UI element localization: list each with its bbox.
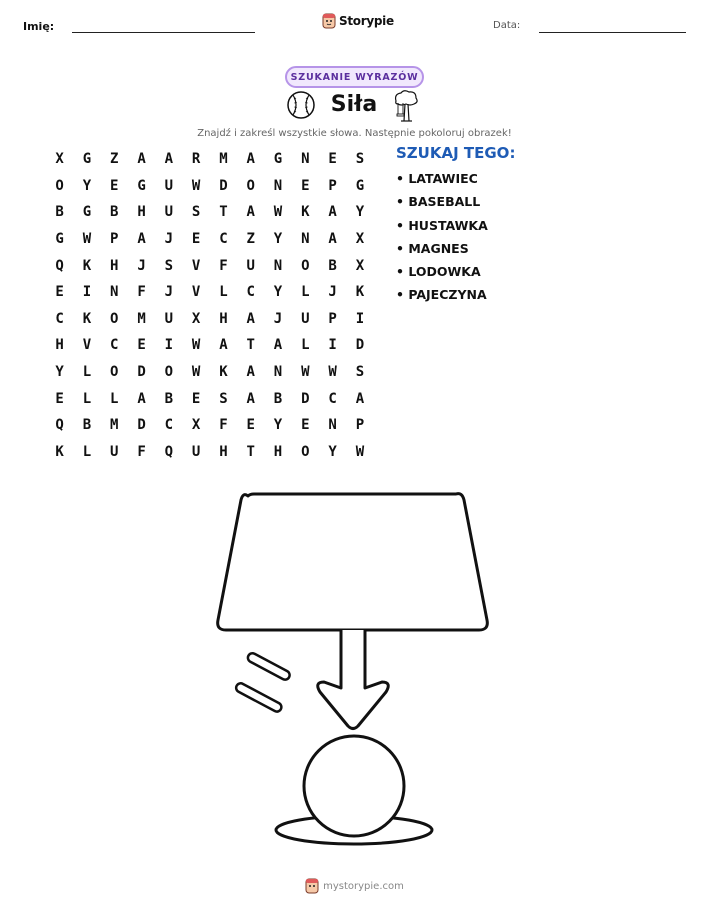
grid-letter[interactable]: I [82, 284, 92, 301]
grid-letter[interactable]: Y [355, 204, 365, 221]
grid-row [46, 173, 374, 200]
grid-row [46, 332, 374, 359]
grid-letter[interactable]: L [82, 364, 92, 381]
grid-letter[interactable]: K [82, 257, 92, 274]
grid-letter[interactable]: F [137, 284, 146, 301]
grid-letter[interactable]: D [355, 337, 365, 354]
grid-letter[interactable]: K [82, 310, 92, 327]
grid-letter[interactable]: N [328, 417, 337, 434]
grid-letter[interactable]: Q [55, 417, 64, 434]
grid-letter[interactable]: J [328, 284, 337, 301]
grid-letter[interactable]: A [137, 390, 146, 407]
grid-letter[interactable]: B [110, 204, 119, 221]
grid-letter[interactable]: W [191, 177, 201, 194]
grid-letter[interactable]: W [355, 443, 365, 460]
grid-row [46, 306, 374, 333]
grid-letter[interactable]: U [191, 443, 201, 460]
grid-letter[interactable]: F [219, 257, 228, 274]
grid-letter[interactable]: Y [273, 284, 283, 301]
grid-letter[interactable]: Y [82, 177, 92, 194]
pie-mascot-icon [322, 13, 336, 29]
grid-letter[interactable]: N [110, 284, 119, 301]
grid-letter[interactable]: G [55, 231, 64, 248]
grid-letter[interactable]: D [219, 177, 228, 194]
grid-letter[interactable]: X [55, 151, 64, 168]
grid-letter[interactable]: I [328, 337, 337, 354]
grid-letter[interactable]: A [219, 337, 228, 354]
magnet-pulling-ball-coloring-icon [210, 488, 510, 848]
grid-letter[interactable]: A [137, 151, 146, 168]
grid-letter[interactable]: A [355, 390, 365, 407]
grid-letter[interactable]: U [301, 310, 310, 327]
grid-letter[interactable]: S [191, 204, 201, 221]
grid-letter[interactable]: A [164, 151, 174, 168]
grid-letter[interactable]: T [219, 204, 228, 221]
word-list [396, 144, 515, 311]
grid-letter[interactable]: K [301, 204, 310, 221]
brand-name: Storypie [339, 14, 394, 28]
grid-letter[interactable]: O [164, 364, 174, 381]
grid-letter[interactable]: S [355, 364, 365, 381]
name-field-line[interactable] [72, 32, 255, 33]
grid-letter[interactable]: T [246, 337, 255, 354]
grid-letter[interactable]: U [164, 204, 174, 221]
grid-letter[interactable]: W [191, 337, 201, 354]
footer-url[interactable]: mystorypie.com [323, 880, 404, 892]
grid-letter[interactable]: L [301, 337, 310, 354]
grid-letter[interactable]: W [82, 231, 92, 248]
grid-letter[interactable]: L [301, 284, 310, 301]
grid-row [46, 252, 374, 279]
grid-row [46, 359, 374, 386]
grid-row [46, 146, 374, 173]
grid-letter[interactable]: A [246, 390, 255, 407]
grid-letter[interactable]: X [355, 231, 365, 248]
grid-letter[interactable]: Y [273, 231, 283, 248]
grid-letter[interactable]: V [191, 257, 201, 274]
grid-letter[interactable]: G [82, 151, 92, 168]
grid-letter[interactable]: H [219, 443, 228, 460]
grid-letter[interactable]: E [55, 390, 64, 407]
grid-letter[interactable]: C [55, 310, 64, 327]
grid-letter[interactable]: L [82, 443, 92, 460]
grid-letter[interactable]: U [110, 443, 119, 460]
grid-letter[interactable]: U [246, 257, 255, 274]
grid-letter[interactable]: Y [55, 364, 64, 381]
grid-letter[interactable]: O [301, 443, 310, 460]
grid-letter[interactable]: B [55, 204, 64, 221]
grid-letter[interactable]: E [328, 151, 337, 168]
grid-letter[interactable]: E [191, 390, 201, 407]
grid-letter[interactable]: G [273, 151, 283, 168]
grid-letter[interactable]: N [301, 151, 310, 168]
word-list-item: • LODOWKA [396, 264, 481, 280]
grid-letter[interactable]: E [301, 417, 310, 434]
grid-letter[interactable]: F [137, 443, 146, 460]
badge-text: SZUKANIE WYRAZÓW [290, 71, 419, 83]
grid-letter[interactable]: O [301, 257, 310, 274]
grid-letter[interactable]: M [110, 417, 119, 434]
grid-letter[interactable]: G [82, 204, 92, 221]
grid-letter[interactable]: K [355, 284, 365, 301]
grid-letter[interactable]: A [246, 204, 255, 221]
grid-letter[interactable]: W [328, 364, 337, 381]
grid-letter[interactable]: S [355, 151, 365, 168]
grid-letter[interactable]: A [246, 364, 255, 381]
grid-letter[interactable]: D [301, 390, 310, 407]
grid-letter[interactable]: A [246, 151, 255, 168]
grid-letter[interactable]: C [246, 284, 255, 301]
grid-letter[interactable]: R [191, 151, 201, 168]
grid-letter[interactable]: B [164, 390, 174, 407]
grid-letter[interactable]: H [273, 443, 283, 460]
grid-letter[interactable]: Z [110, 151, 119, 168]
instructions: Znajdź i zakreśl wszystkie słowa. Następnie pokoloruj obrazek! [197, 128, 512, 139]
date-field-line[interactable] [539, 32, 686, 33]
grid-letter[interactable]: U [164, 310, 174, 327]
tree-swing-icon [392, 89, 420, 123]
grid-letter[interactable]: I [164, 337, 174, 354]
grid-row [46, 439, 374, 466]
grid-letter[interactable]: D [137, 364, 146, 381]
grid-letter[interactable]: W [301, 364, 310, 381]
grid-letter[interactable]: B [273, 390, 283, 407]
grid-letter[interactable]: W [273, 204, 283, 221]
title-row [284, 88, 424, 124]
grid-letter[interactable]: Z [246, 231, 255, 248]
grid-letter[interactable]: U [164, 177, 174, 194]
grid-letter[interactable]: C [164, 417, 174, 434]
grid-letter[interactable]: X [191, 417, 201, 434]
grid-letter[interactable]: N [273, 364, 283, 381]
grid-letter[interactable]: H [55, 337, 64, 354]
grid-letter[interactable]: Q [55, 257, 64, 274]
grid-letter[interactable]: E [137, 337, 146, 354]
grid-letter[interactable]: L [219, 284, 228, 301]
grid-letter[interactable]: A [246, 310, 255, 327]
grid-letter[interactable]: O [246, 177, 255, 194]
activity-badge [285, 66, 424, 88]
grid-letter[interactable]: S [219, 390, 228, 407]
grid-letter[interactable]: V [82, 337, 92, 354]
grid-letter[interactable]: X [191, 310, 201, 327]
grid-letter[interactable]: J [164, 231, 174, 248]
grid-letter[interactable]: G [355, 177, 365, 194]
grid-row [46, 226, 374, 253]
grid-letter[interactable]: P [355, 417, 365, 434]
word-list-item: • LATAWIEC [396, 171, 478, 186]
grid-letter[interactable]: M [219, 151, 228, 168]
grid-letter[interactable]: E [55, 284, 64, 301]
date-label: Data: [493, 20, 521, 31]
grid-letter[interactable]: K [55, 443, 64, 460]
grid-letter[interactable]: A [328, 231, 337, 248]
grid-letter[interactable]: C [110, 337, 119, 354]
page-title: Siła [330, 92, 378, 117]
grid-letter[interactable]: X [355, 257, 365, 274]
grid-letter[interactable]: C [328, 390, 337, 407]
grid-row [46, 412, 374, 439]
grid-letter[interactable]: L [110, 390, 119, 407]
grid-letter[interactable]: Y [273, 417, 283, 434]
brand [322, 13, 394, 29]
grid-letter[interactable]: N [301, 231, 310, 248]
grid-letter[interactable]: V [191, 284, 201, 301]
grid-letter[interactable]: J [164, 284, 174, 301]
grid-letter[interactable]: Y [328, 443, 337, 460]
grid-letter[interactable]: L [82, 390, 92, 407]
grid-letter[interactable]: W [191, 364, 201, 381]
grid-letter[interactable]: P [110, 231, 119, 248]
grid-letter[interactable]: A [137, 231, 146, 248]
grid-letter[interactable]: A [273, 337, 283, 354]
grid-letter[interactable]: B [82, 417, 92, 434]
grid-letter[interactable]: O [110, 310, 119, 327]
grid-letter[interactable]: Q [164, 443, 174, 460]
grid-letter[interactable]: N [273, 257, 283, 274]
grid-letter[interactable]: H [219, 310, 228, 327]
grid-letter[interactable]: D [137, 417, 146, 434]
grid-letter[interactable]: I [355, 310, 365, 327]
grid-letter[interactable]: H [110, 257, 119, 274]
grid-row [46, 279, 374, 306]
letter-grid [46, 146, 374, 465]
grid-row [46, 199, 374, 226]
grid-letter[interactable]: T [246, 443, 255, 460]
grid-letter[interactable]: C [219, 231, 228, 248]
grid-letter[interactable]: H [137, 204, 146, 221]
name-label: Imię: [23, 20, 55, 33]
grid-letter[interactable]: P [328, 310, 337, 327]
grid-row [46, 385, 374, 412]
grid-letter[interactable]: G [137, 177, 146, 194]
grid-letter[interactable]: E [301, 177, 310, 194]
grid-letter[interactable]: S [164, 257, 174, 274]
grid-letter[interactable]: B [328, 257, 337, 274]
word-list-item: • BASEBALL [396, 194, 481, 210]
grid-letter[interactable]: E [191, 231, 201, 248]
grid-letter[interactable]: M [137, 310, 146, 327]
grid-letter[interactable]: E [110, 177, 119, 194]
grid-letter[interactable]: J [137, 257, 146, 274]
grid-letter[interactable]: O [55, 177, 64, 194]
pie-mascot-icon [305, 878, 319, 894]
grid-letter[interactable]: F [219, 417, 228, 434]
grid-letter[interactable]: E [246, 417, 255, 434]
grid-letter[interactable]: N [273, 177, 283, 194]
footer [0, 878, 709, 894]
word-list-item: • HUSTAWKA [396, 217, 488, 233]
grid-letter[interactable]: J [273, 310, 283, 327]
grid-letter[interactable]: O [110, 364, 119, 381]
grid-letter[interactable]: A [328, 204, 337, 221]
word-list-item: • PAJECZYNA [396, 287, 487, 303]
word-list-title: SZUKAJ TEGO: [396, 144, 516, 162]
grid-letter[interactable]: K [219, 364, 228, 381]
word-list-item: • MAGNES [396, 240, 469, 256]
grid-letter[interactable]: P [328, 177, 337, 194]
